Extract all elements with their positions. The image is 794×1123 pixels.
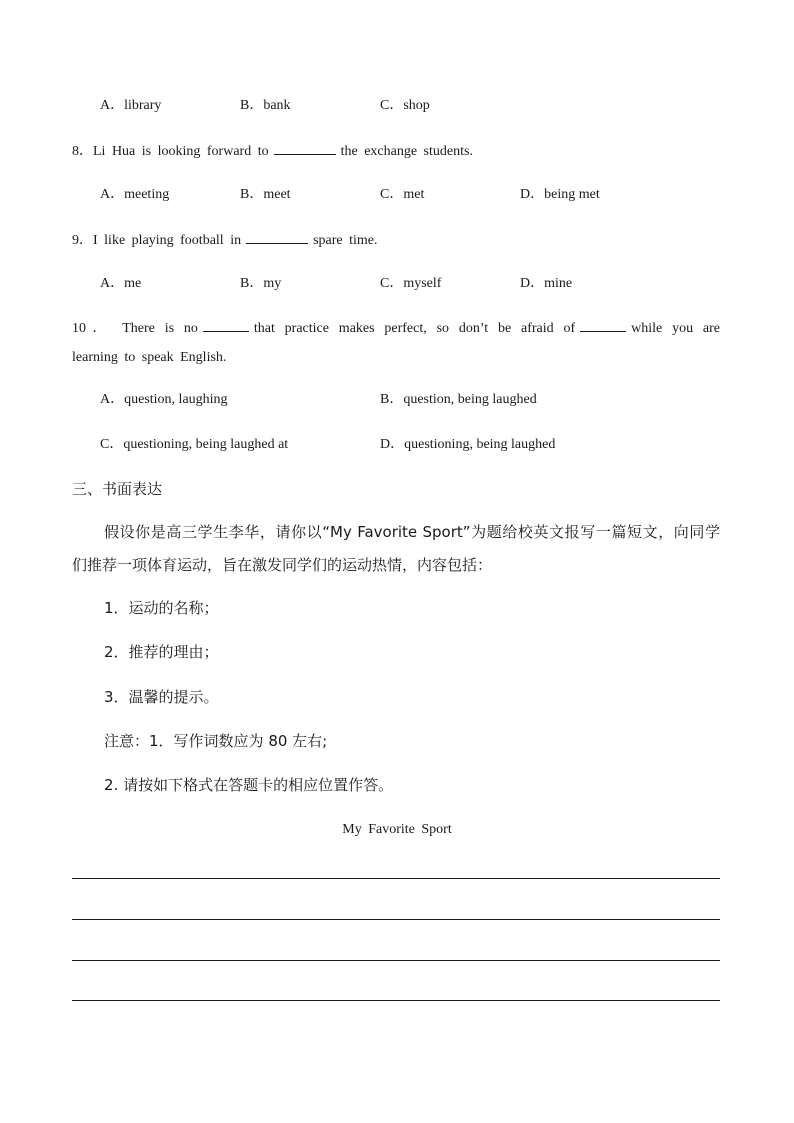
- q9-option-c: C．myself: [380, 276, 442, 291]
- q8-option-b: B．meet: [240, 187, 291, 202]
- q9-option-d: D．mine: [520, 276, 573, 291]
- q8-stem-before: 8．Li Hua is looking forward to: [72, 144, 269, 159]
- content-point-2: 2．推荐的理由；: [104, 643, 219, 661]
- q10-option-b: B．question, being laughed: [380, 392, 537, 407]
- q8-stem: [72, 142, 473, 161]
- q9-stem-after: spare time.: [313, 233, 378, 248]
- q9-option-a: A．me: [100, 276, 142, 291]
- q10-stem-line1: [72, 319, 720, 338]
- q10-stem-part3: while you are: [631, 321, 720, 336]
- answer-blank: [246, 231, 308, 244]
- q8-option-a: A．meeting: [100, 187, 170, 202]
- note-answer-format: 2. 请按如下格式在答题卡的相应位置作答。: [104, 776, 394, 794]
- q8-stem-after: the exchange students.: [340, 144, 473, 159]
- q9-stem: [72, 231, 378, 250]
- q9-stem-before: 9．I like playing football in: [72, 233, 242, 248]
- answer-line: [72, 919, 720, 920]
- answer-blank: [203, 319, 249, 332]
- q7-option-b: B．bank: [240, 98, 291, 113]
- q7-option-c: C．shop: [380, 98, 430, 113]
- answer-blank: [274, 142, 336, 155]
- q10-stem-line2: learning to speak English.: [72, 350, 227, 365]
- answer-line: [72, 960, 720, 961]
- writing-prompt-line1: 假设你是高三学生李华，请你以“My Favorite Sport”为题给校英文报写一篇短文，向同学: [104, 523, 720, 541]
- q8-option-c: C．met: [380, 187, 425, 202]
- q9-option-b: B．my: [240, 276, 282, 291]
- q10-option-d: D．questioning, being laughed: [380, 437, 556, 452]
- writing-prompt-line2: 们推荐一项体育运动，旨在激发同学们的运动热情，内容包括：: [72, 556, 493, 574]
- note-word-count: 注意：1．写作词数应为 80 左右;: [104, 732, 328, 750]
- content-point-3: 3．温馨的提示。: [104, 688, 219, 706]
- q10-option-c: C．questioning, being laughed at: [100, 437, 289, 452]
- q10-stem-part1: 10． There is no: [72, 321, 198, 336]
- answer-blank: [580, 319, 626, 332]
- q7-option-a: A．library: [100, 98, 162, 113]
- answer-line: [72, 878, 720, 879]
- q10-option-a: A．question, laughing: [100, 392, 228, 407]
- q10-stem-part2: that practice makes perfect, so don’t be afraid of: [253, 321, 576, 336]
- section-heading: 三、书面表达: [72, 480, 163, 498]
- essay-title: My Favorite Sport: [342, 822, 452, 837]
- content-point-1: 1．运动的名称；: [104, 599, 219, 617]
- answer-line: [72, 1000, 720, 1001]
- q8-option-d: D．being met: [520, 187, 600, 202]
